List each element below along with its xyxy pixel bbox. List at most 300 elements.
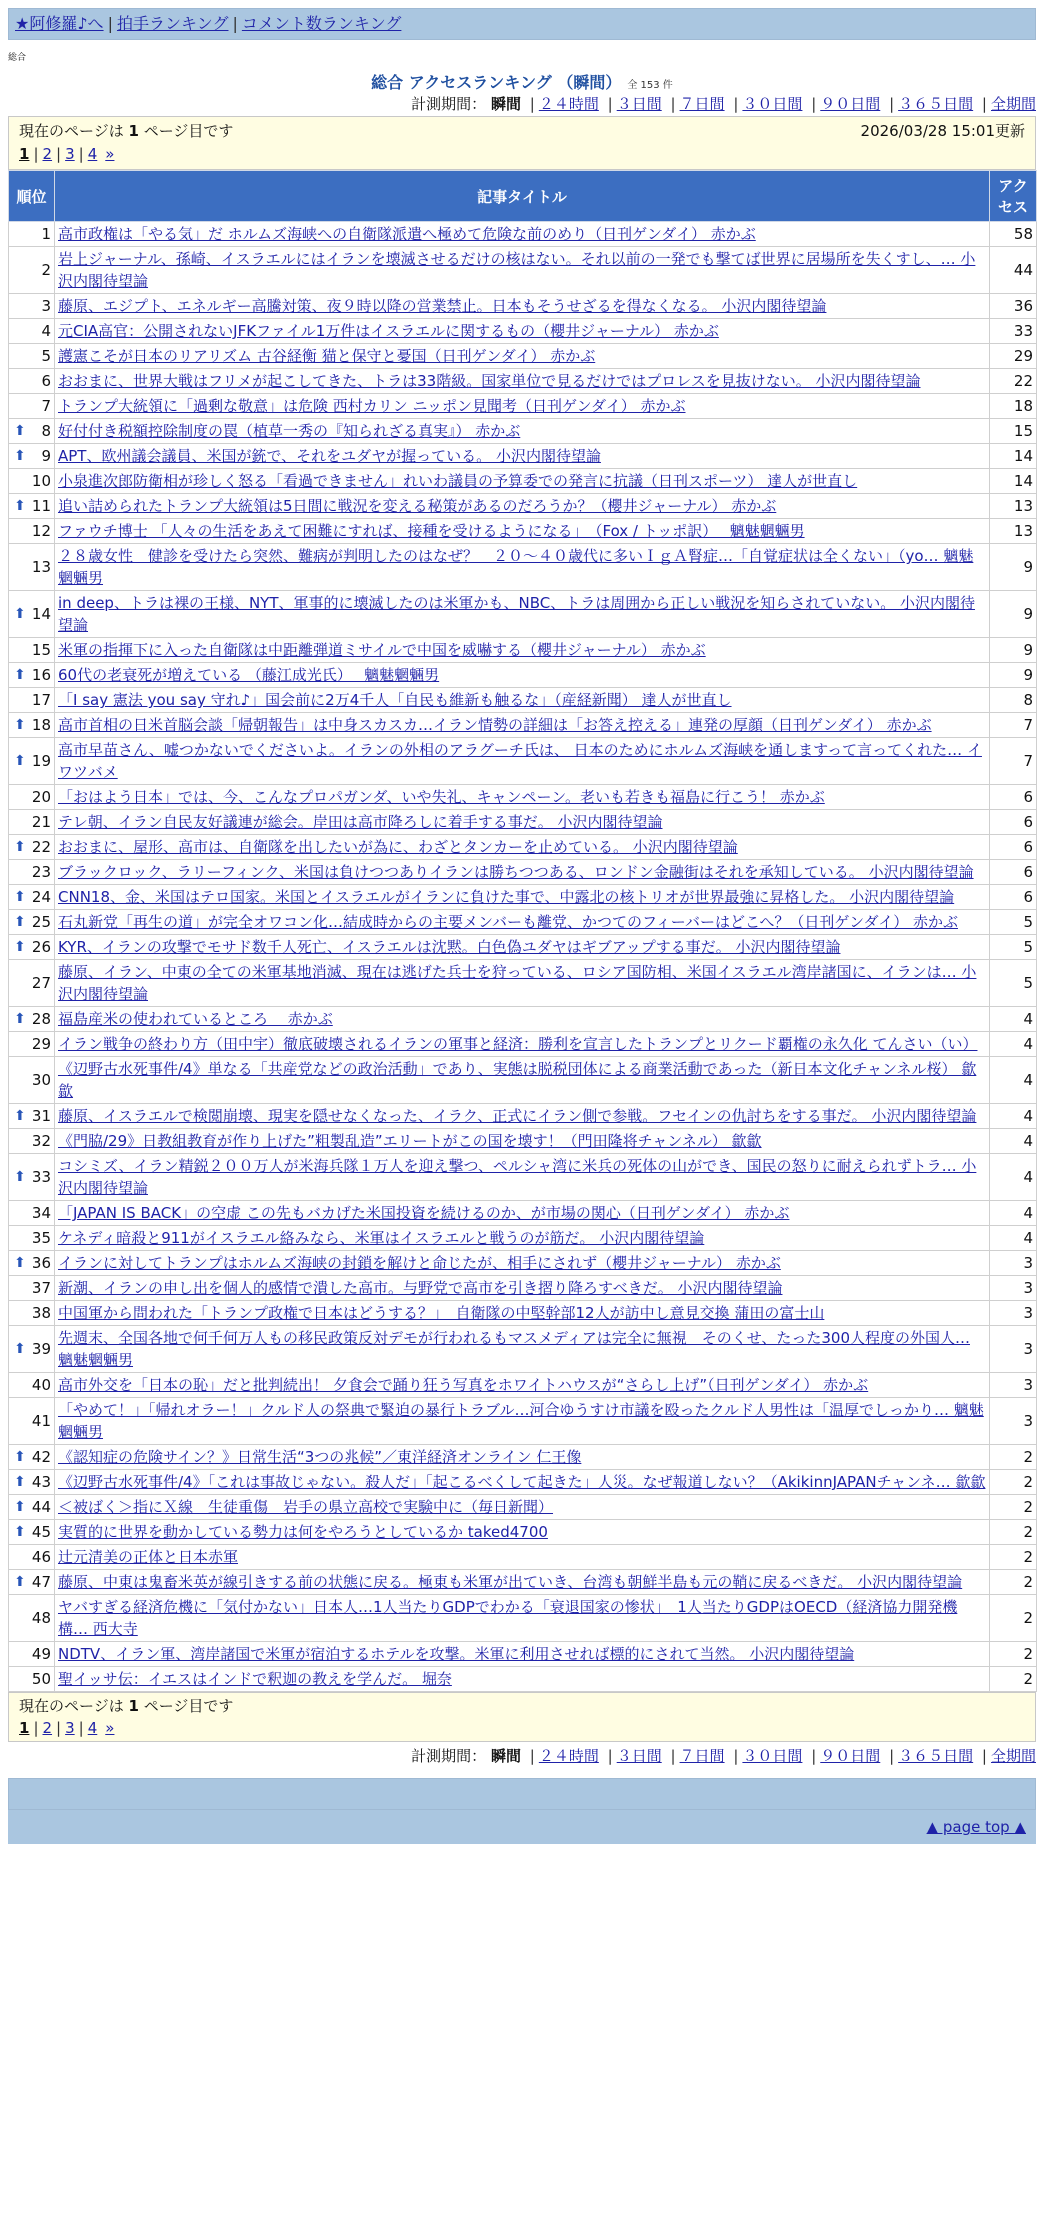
rank-number: 45: [31, 1523, 51, 1541]
rank-cell: [9, 1642, 55, 1667]
article-title-link[interactable]: CNN18、金、米国はテロ国家。米国とイスラエルがイランに負けた事で、中露北の核トリオが世界最強に昇格した。 小沢内閣待望論: [58, 888, 955, 906]
access-count: 9: [990, 544, 1037, 591]
title-cell: [55, 1667, 990, 1692]
page-top-link[interactable]: ▲ page top ▲: [926, 1818, 1026, 1836]
access-count: 58: [990, 222, 1037, 247]
nav-comments-ranking-link[interactable]: コメント数ランキング: [241, 14, 402, 33]
page-next-link[interactable]: »: [105, 145, 115, 163]
period-link-3d[interactable]: ３日間: [616, 95, 662, 113]
article-title-link[interactable]: 「JAPAN IS BACK」の空虚 この先もバカげた米国投資を続けるのか、が市場の関心（日刊ゲンダイ） 赤かぶ: [58, 1204, 790, 1222]
ranking-title: 総合 アクセスランキング （瞬間）: [371, 73, 622, 92]
title-cell: [55, 294, 990, 319]
title-cell: [55, 960, 990, 1007]
rank-cell: [9, 935, 55, 960]
rank-cell: [9, 835, 55, 860]
rank-up-arrow-icon: ⬆: [14, 1255, 26, 1271]
article-title-link[interactable]: 元CIA高官：公開されないJFKファイル1万件はイスラエルに関するもの（櫻井ジャーナル） 赤かぶ: [58, 322, 719, 340]
rank-number: 20: [31, 788, 51, 806]
access-count: 2: [990, 1495, 1037, 1520]
article-title-link[interactable]: 好付付き税額控除制度の罠（植草一秀の『知られざる真実』） 赤かぶ: [58, 422, 521, 440]
page-separator: |: [56, 145, 62, 163]
access-count: 44: [990, 247, 1037, 294]
access-count: 2: [990, 1470, 1037, 1495]
access-count: 13: [990, 494, 1037, 519]
title-cell: [55, 935, 990, 960]
rank-up-arrow-icon: ⬆: [14, 1474, 26, 1490]
title-cell: [55, 1642, 990, 1667]
rank-number: 30: [31, 1071, 51, 1089]
page-status-suffix: ページ目です: [143, 122, 234, 140]
title-cell: [55, 1129, 990, 1154]
access-count: 6: [990, 785, 1037, 810]
article-title-link[interactable]: 福島産米の使われているところ 赤かぶ: [58, 1010, 333, 1028]
rank-cell: [9, 1520, 55, 1545]
period-label: 計測期間：: [411, 1747, 487, 1765]
page-top-bar: [8, 1810, 1036, 1844]
article-title-link[interactable]: 辻元清美の正体と日本赤軍: [58, 1548, 239, 1566]
rank-cell: [9, 319, 55, 344]
article-title-link[interactable]: KYR、イランの攻撃でモサド数千人死亡、イスラエルは沈黙。白色偽ユダヤはギブアップする事だ。 小沢内閣待望論: [58, 938, 841, 956]
rank-cell: [9, 1251, 55, 1276]
title-cell: [55, 1007, 990, 1032]
rank-up-arrow-icon: ⬆: [14, 717, 26, 733]
table-row: [9, 1007, 1037, 1032]
rank-cell: [9, 688, 55, 713]
article-title-link[interactable]: 「おはよう日本」では、今、こんなプロパガンダ、いや失礼、キャンペーン。老いも若きも福島に行こう！ 赤かぶ: [58, 788, 825, 806]
article-title-link[interactable]: 《辺野古水死事件/4》単なる「共産党などの政治活動」であり、実態は脱税団体による商業活動であった（新日本文化チャンネル桜） 歙歙: [58, 1060, 977, 1100]
article-title-link[interactable]: ＜被ばく＞指にＸ線 生徒重傷 岩手の県立高校で実験中に（毎日新聞）: [58, 1498, 554, 1516]
table-row: [9, 519, 1037, 544]
category-label: 総合: [8, 53, 27, 63]
period-link-all[interactable]: 全期間: [990, 95, 1036, 113]
page-link-4[interactable]: 4: [87, 1719, 98, 1737]
period-selector-bottom: [8, 1744, 1036, 1768]
period-link-90d[interactable]: ９０日間: [820, 95, 881, 113]
title-cell: [55, 1276, 990, 1301]
article-title-link[interactable]: 実質的に世界を動かしている勢力は何をやろうとしているか taked4700: [58, 1523, 548, 1541]
title-cell: [55, 1445, 990, 1470]
article-title-link[interactable]: 米軍の指揮下に入った自衛隊は中距離弾道ミサイルで中国を威嚇する（櫻井ジャーナル） 赤かぶ: [58, 641, 706, 659]
article-title-link[interactable]: ファウチ博士 「人々の生活をあえて困難にすれば、接種を受けるようになる」 （Fox / トッポ訳） 魑魅魍魎男: [58, 522, 805, 540]
title-cell: [55, 1326, 990, 1373]
period-link-7d[interactable]: ７日間: [679, 95, 725, 113]
nav-separator: |: [107, 14, 113, 33]
table-row: [9, 935, 1037, 960]
rank-number: 41: [31, 1412, 51, 1430]
period-link-all[interactable]: 全期間: [990, 1747, 1036, 1765]
article-title-link[interactable]: おおまに、屋形、高市は、自衛隊を出したいが為に、わざとタンカーを止めている。 小沢内閣待望論: [58, 838, 738, 856]
article-title-link[interactable]: おおまに、世界大戦はフリメが起こしてきた、トラは33階級。国家単位で見るだけではプロレスを見抜けない。 小沢内閣待望論: [58, 372, 921, 390]
article-title-link[interactable]: 小泉進次郎防衛相が珍しく怒る「看過できません」れいわ議員の予算委での発言に抗議（日刊スポーツ） 達人が世直し: [58, 472, 858, 490]
rank-number: 23: [31, 863, 51, 881]
rank-up-arrow-icon: ⬆: [14, 423, 26, 439]
rank-cell: [9, 1032, 55, 1057]
page-separator: |: [78, 145, 84, 163]
rank-number: 19: [31, 752, 51, 770]
article-title-link[interactable]: トランプ大統領に「過剰な敬意」は危険 西村カリン ニッポン見聞考（日刊ゲンダイ） 赤かぶ: [58, 397, 686, 415]
rank-number: 3: [41, 297, 51, 315]
ranking-table: [8, 170, 1037, 1692]
page-next-link[interactable]: »: [105, 1719, 115, 1737]
table-row: [9, 444, 1037, 469]
title-cell: [55, 444, 990, 469]
access-count: 29: [990, 344, 1037, 369]
article-title-link[interactable]: 《辺野古水死事件/4》「これは事故じゃない。殺人だ」「起こるべくして起きた」人災。なぜ報道しない？（AkikinnJAPANチャンネ… 歙歙: [58, 1473, 986, 1491]
access-count: 5: [990, 935, 1037, 960]
pager-bottom: [8, 1692, 1036, 1742]
rank-cell: [9, 1104, 55, 1129]
table-row: [9, 494, 1037, 519]
rank-number: 37: [31, 1279, 51, 1297]
access-count: 6: [990, 885, 1037, 910]
title-cell: [55, 738, 990, 785]
article-title-link[interactable]: 藤原、イラン、中東の全ての米軍基地消滅、現在は逃げた兵士を狩っている、ロシア国防相、米国イスラエル湾岸諸国に、イランは… 小沢内閣待望論: [58, 963, 977, 1003]
rank-number: 21: [31, 813, 51, 831]
period-current: 瞬間: [490, 95, 521, 113]
rank-cell: [9, 638, 55, 663]
rank-up-arrow-icon: ⬆: [14, 498, 26, 514]
title-cell: [55, 222, 990, 247]
page-link-current: 1: [19, 145, 30, 163]
access-count: 4: [990, 1057, 1037, 1104]
page-status-prefix: 現在のページは: [19, 1697, 124, 1715]
article-title-link[interactable]: 高市外交を「日本の恥」だと批判続出！ 夕食会で踊り狂う写真をホワイトハウスが“さらし上げ”（日刊ゲンダイ） 赤かぶ: [58, 1376, 869, 1394]
period-link-24h[interactable]: ２４時間: [538, 95, 599, 113]
article-title-link[interactable]: 追い詰められたトランプ大統領は5日間に戦況を変える秘策があるのだろうか？（櫻井ジャーナル） 赤かぶ: [58, 497, 777, 515]
title-cell: [55, 910, 990, 935]
title-cell: [55, 247, 990, 294]
top-nav-bar: [8, 8, 1036, 40]
rank-number: 15: [31, 641, 51, 659]
footer-bar: [8, 1778, 1036, 1810]
nav-claps-ranking-link[interactable]: 拍手ランキング: [116, 14, 229, 33]
title-cell: [55, 1570, 990, 1595]
access-count: 22: [990, 369, 1037, 394]
rank-cell: [9, 1201, 55, 1226]
access-count: 14: [990, 469, 1037, 494]
rank-cell: [9, 1373, 55, 1398]
rank-number: 36: [31, 1254, 51, 1272]
rank-number: 48: [31, 1609, 51, 1627]
article-title-link[interactable]: NDTV、イラン軍、湾岸諸国で米軍が宿泊するホテルを攻撃。米軍に利用させれば標的にされて当然。 小沢内閣待望論: [58, 1645, 855, 1663]
rank-cell: [9, 519, 55, 544]
rank-up-arrow-icon: ⬆: [14, 667, 26, 683]
table-row: [9, 1520, 1037, 1545]
rank-number: 10: [31, 472, 51, 490]
article-title-link[interactable]: ケネディ暗殺と911がイスラエル絡みなら、米軍はイスラエルと戦うのが筋だ。 小沢内閣待望論: [58, 1229, 705, 1247]
access-count: 4: [990, 1226, 1037, 1251]
rank-up-arrow-icon: ⬆: [14, 839, 26, 855]
table-row: [9, 860, 1037, 885]
title-cell: [55, 1104, 990, 1129]
title-cell: [55, 1495, 990, 1520]
rank-cell: [9, 1398, 55, 1445]
rank-cell: [9, 1445, 55, 1470]
access-count: 8: [990, 688, 1037, 713]
nav-separator: |: [232, 14, 238, 33]
period-separator: |: [733, 95, 739, 113]
page-links-bottom: [19, 1717, 1025, 1739]
period-separator: |: [670, 95, 676, 113]
article-title-link[interactable]: 高市首相の日米首脳会談「帰朝報告」は中身スカスカ…イラン情勢の詳細は「お答え控える」連発の厚顔（日刊ゲンダイ） 赤かぶ: [58, 716, 932, 734]
title-cell: [55, 688, 990, 713]
access-count: 13: [990, 519, 1037, 544]
header-access: アクセス: [990, 171, 1037, 222]
table-row: [9, 544, 1037, 591]
period-link-24h[interactable]: ２４時間: [538, 1747, 599, 1765]
access-count: 2: [990, 1642, 1037, 1667]
rank-up-arrow-icon: ⬆: [14, 606, 26, 622]
rank-number: 1: [41, 225, 51, 243]
article-title-link[interactable]: 藤原、中東は鬼畜米英が線引きする前の状態に戻る。極東も米軍が出ていき、台湾も朝鮮半島も元の鞘に戻るべきだ。 小沢内閣待望論: [58, 1573, 963, 1591]
page-link-2[interactable]: 2: [42, 1719, 53, 1737]
page-link-4[interactable]: 4: [87, 145, 98, 163]
access-count: 4: [990, 1007, 1037, 1032]
title-cell: [55, 419, 990, 444]
article-title-link[interactable]: 《認知症の危険サイン？》日常生活“3つの兆候”／東洋経済オンライン 仁王像: [58, 1448, 582, 1466]
rank-number: 24: [31, 888, 51, 906]
rank-cell: [9, 910, 55, 935]
article-title-link[interactable]: 60代の老衰死が増えている （藤江成光氏） 魑魅魍魎男: [58, 666, 440, 684]
title-cell: [55, 1470, 990, 1495]
page-status: [19, 119, 233, 143]
title-cell: [55, 469, 990, 494]
table-row: [9, 738, 1037, 785]
ranking-table-body: [9, 222, 1037, 1692]
rank-cell: [9, 1129, 55, 1154]
article-title-link[interactable]: テレ朝、イラン自民友好議連が総会。岸田は高市降ろしに着手する事だ。 小沢内閣待望論: [58, 813, 663, 831]
title-cell: [55, 394, 990, 419]
article-title-link[interactable]: ヤバすぎる経済危機に「気付かない」日本人…1人当たりGDPでわかる「衰退国家の惨状」 1人当たりGDPはOECD（経済協力開発機構… 西大寺: [58, 1598, 958, 1638]
table-row: [9, 591, 1037, 638]
article-title-link[interactable]: 新潮、イランの申し出を個人的感情で潰した高市。与野党で高市を引き摺り降ろすべきだ。 小沢内閣待望論: [58, 1279, 783, 1297]
rank-number: 46: [31, 1548, 51, 1566]
title-cell: [55, 785, 990, 810]
article-title-link[interactable]: 藤原、エジプト、エネルギー高騰対策、夜９時以降の営業禁止。日本もそうせざるを得なくなる。 小沢内閣待望論: [58, 297, 827, 315]
article-title-link[interactable]: 先週末、全国各地で何千何万人もの移民政策反対デモが行われるもマスメディアは完全に無視 そのくせ、たった300人程度の外国人… 魑魅魍魎男: [58, 1329, 970, 1369]
table-row: [9, 1104, 1037, 1129]
table-row: [9, 713, 1037, 738]
table-row: [9, 785, 1037, 810]
period-separator: |: [981, 1747, 987, 1765]
access-count: 4: [990, 1032, 1037, 1057]
rank-cell: [9, 785, 55, 810]
period-link-30d[interactable]: ３０日間: [742, 1747, 803, 1765]
article-title-link[interactable]: ２８歳女性 健診を受けたら突然、難病が判明したのはなぜ？ ２０～４０歳代に多いＩｇＡ腎症…「自覚症状は全くない」（yo… 魑魅魍魎男: [58, 547, 974, 587]
title-cell: [55, 835, 990, 860]
period-separator: |: [529, 1747, 535, 1765]
page-status-number: 1: [128, 122, 139, 140]
rank-cell: [9, 860, 55, 885]
article-title-link[interactable]: 石丸新党「再生の道」が完全オワコン化…結成時からの主要メンバーも離党、かつてのフィーバーはどこへ？（日刊ゲンダイ） 赤かぶ: [58, 913, 958, 931]
page-separator: |: [56, 1719, 62, 1737]
article-title-link[interactable]: ブラックロック、ラリーフィンク、米国は負けつつありイランは勝ちつつある、ロンドン金融街はそれを承知している。 小沢内閣待望論: [58, 863, 974, 881]
table-row: [9, 419, 1037, 444]
period-link-365d[interactable]: ３６５日間: [898, 95, 974, 113]
rank-cell: [9, 494, 55, 519]
rank-up-arrow-icon: ⬆: [14, 1499, 26, 1515]
access-count: 4: [990, 1129, 1037, 1154]
article-title-link[interactable]: 高市早苗さん、嘘つかないでくださいよ。イランの外相のアラグーチ氏は、 日本のためにホルムズ海峡を通しますって言ってくれた… イワツバメ: [58, 741, 982, 781]
updated-timestamp: 2026/03/28 15:01更新: [860, 122, 1025, 140]
access-count: 7: [990, 713, 1037, 738]
title-cell: [55, 713, 990, 738]
table-row: [9, 1667, 1037, 1692]
rank-cell: [9, 1057, 55, 1104]
article-title-link[interactable]: 「I say 憲法 you say 守れ♪」国会前に2万4千人「自民も維新も触るな」（産経新聞） 達人が世直し: [58, 691, 732, 709]
rank-number: 22: [31, 838, 51, 856]
title-cell: [55, 1251, 990, 1276]
rank-up-arrow-icon: ⬆: [14, 914, 26, 930]
rank-number: 49: [31, 1645, 51, 1663]
title-cell: [55, 1201, 990, 1226]
table-row: [9, 1201, 1037, 1226]
table-row: [9, 1398, 1037, 1445]
rank-cell: [9, 369, 55, 394]
table-row: [9, 1326, 1037, 1373]
rank-up-arrow-icon: ⬆: [14, 1011, 26, 1027]
page-status-bottom: [19, 1695, 233, 1717]
rank-number: 40: [31, 1376, 51, 1394]
rank-cell: [9, 713, 55, 738]
total-count: 全 153 件: [627, 80, 673, 91]
access-count: 6: [990, 860, 1037, 885]
page-separator: |: [33, 1719, 39, 1737]
title-cell: [55, 591, 990, 638]
rank-number: 9: [41, 447, 51, 465]
rank-number: 31: [31, 1107, 51, 1125]
page-link-2[interactable]: 2: [42, 145, 53, 163]
rank-number: 2: [41, 261, 51, 279]
rank-cell: [9, 294, 55, 319]
rank-cell: [9, 419, 55, 444]
access-count: 3: [990, 1276, 1037, 1301]
table-row: [9, 1445, 1037, 1470]
page-link-3[interactable]: 3: [65, 1719, 75, 1737]
rank-number: 4: [41, 322, 51, 340]
table-row: [9, 663, 1037, 688]
rank-cell: [9, 1276, 55, 1301]
rank-number: 33: [31, 1168, 51, 1186]
access-count: 5: [990, 960, 1037, 1007]
article-title-link[interactable]: 《門脇/29》日教組教育が作り上げた”粗製乱造”エリートがこの国を壊す！（門田隆将チャンネル） 歙歙: [58, 1132, 762, 1150]
period-separator: |: [889, 1747, 895, 1765]
article-title-link[interactable]: 藤原、イスラエルで検閲崩壊、現実を隠せなくなった、イラク、正式にイラン側で参戦。フセインの仇討ちをする事だ。 小沢内閣待望論: [58, 1107, 977, 1125]
access-count: 2: [990, 1667, 1037, 1692]
table-row: [9, 1129, 1037, 1154]
rank-number: 47: [31, 1573, 51, 1591]
title-cell: [55, 1154, 990, 1201]
title-cell: [55, 1301, 990, 1326]
rank-number: 7: [41, 397, 51, 415]
period-separator: |: [981, 95, 987, 113]
article-title-link[interactable]: 護憲こそが日本のリアリズム 古谷経衡 猫と保守と憂国（日刊ゲンダイ） 赤かぶ: [58, 347, 596, 365]
rank-up-arrow-icon: ⬆: [14, 753, 26, 769]
nav-home-link[interactable]: ★阿修羅♪へ: [15, 14, 104, 33]
title-cell: [55, 494, 990, 519]
article-title-link[interactable]: イランに対してトランプはホルムズ海峡の封鎖を解けと命じたが、相手にされず（櫻井ジャーナル） 赤かぶ: [58, 1254, 781, 1272]
rank-cell: [9, 222, 55, 247]
article-title-link[interactable]: イラン戦争の終わり方（田中宇）徹底破壊されるイランの軍事と経済：勝利を宣言したトランプとリクード覇権の永久化 てんさい（い）: [58, 1035, 978, 1053]
rank-number: 38: [31, 1304, 51, 1322]
rank-up-arrow-icon: ⬆: [14, 889, 26, 905]
rank-number: 18: [31, 716, 51, 734]
table-row: [9, 469, 1037, 494]
period-link-30d[interactable]: ３０日間: [742, 95, 803, 113]
period-link-7d[interactable]: ７日間: [679, 1747, 725, 1765]
rank-up-arrow-icon: ⬆: [14, 939, 26, 955]
access-count: 14: [990, 444, 1037, 469]
title-cell: [55, 1545, 990, 1570]
article-title-link[interactable]: コシミズ、イラン精鋭２００万人が米海兵隊１万人を迎え撃つ、ペルシャ湾に米兵の死体の山ができ、国民の怒りに耐えられずトラ… 小沢内閣待望論: [58, 1157, 977, 1197]
access-count: 3: [990, 1301, 1037, 1326]
table-row: [9, 1470, 1037, 1495]
rank-number: 12: [31, 522, 51, 540]
rank-cell: [9, 1301, 55, 1326]
rank-cell: [9, 544, 55, 591]
rank-number: 44: [31, 1498, 51, 1516]
access-count: 15: [990, 419, 1037, 444]
table-row: [9, 222, 1037, 247]
access-count: 18: [990, 394, 1037, 419]
rank-cell: [9, 1595, 55, 1642]
access-count: 3: [990, 1373, 1037, 1398]
access-count: 36: [990, 294, 1037, 319]
article-title-link[interactable]: APT、欧州議会議員、米国が銃で、それをユダヤが握っている。 小沢内閣待望論: [58, 447, 601, 465]
table-row: [9, 1373, 1037, 1398]
table-row: [9, 885, 1037, 910]
page-separator: |: [33, 145, 39, 163]
article-title-link[interactable]: 高市政権は「やる気」だ ホルムズ海峡への自衛隊派遣へ極めて危険な前のめり（日刊ゲンダイ） 赤かぶ: [58, 225, 756, 243]
period-link-365d[interactable]: ３６５日間: [898, 1747, 974, 1765]
period-label: 計測期間：: [411, 95, 487, 113]
article-title-link[interactable]: 中国軍から問われた「トランプ政権で日本はどうする？」 自衛隊の中堅幹部12人が訪中し意見交換 蒲田の富士山: [58, 1304, 825, 1322]
period-separator: |: [607, 95, 613, 113]
article-title-link[interactable]: in deep、トラは裸の王様、NYT、軍事的に壊滅したのは米軍かも、NBC、トラは周囲から正しい戦況を知らされていない。 小沢内閣待望論: [58, 594, 975, 634]
rank-number: 8: [41, 422, 51, 440]
access-count: 6: [990, 810, 1037, 835]
table-row: [9, 910, 1037, 935]
page-link-3[interactable]: 3: [65, 145, 75, 163]
header-title: 記事タイトル: [55, 171, 990, 222]
article-title-link[interactable]: 「やめて！」「帰れオラー！」クルド人の祭典で緊迫の暴行トラブル…河合ゆうすけ市議を殴ったクルド人男性は「温厚でしっかり… 魑魅魍魎男: [58, 1401, 984, 1441]
title-cell: [55, 1373, 990, 1398]
rank-cell: [9, 738, 55, 785]
access-count: 3: [990, 1398, 1037, 1445]
rank-up-arrow-icon: ⬆: [14, 1169, 26, 1185]
rank-up-arrow-icon: ⬆: [14, 1449, 26, 1465]
table-row: [9, 294, 1037, 319]
rank-number: 16: [31, 666, 51, 684]
period-separator: |: [529, 95, 535, 113]
table-row: [9, 1570, 1037, 1595]
rank-number: 25: [31, 913, 51, 931]
table-row: [9, 394, 1037, 419]
article-title-link[interactable]: 岩上ジャーナル、孫崎、イスラエルにはイランを壊滅させるだけの核はない。それ以前の一発でも撃てば世界に居場所を失くすし、… 小沢内閣待望論: [58, 250, 976, 290]
access-count: 2: [990, 1545, 1037, 1570]
table-row: [9, 1251, 1037, 1276]
rank-cell: [9, 1667, 55, 1692]
period-link-90d[interactable]: ９０日間: [820, 1747, 881, 1765]
access-count: 9: [990, 591, 1037, 638]
period-link-3d[interactable]: ３日間: [616, 1747, 662, 1765]
table-row: [9, 1276, 1037, 1301]
rank-number: 13: [31, 558, 51, 576]
table-header-row: [9, 171, 1037, 222]
page-link-current: 1: [19, 1719, 30, 1737]
article-title-link[interactable]: 聖イッサ伝：イエスはインドで釈迦の教えを学んだ。 堀奈: [58, 1670, 452, 1688]
rank-cell: [9, 247, 55, 294]
